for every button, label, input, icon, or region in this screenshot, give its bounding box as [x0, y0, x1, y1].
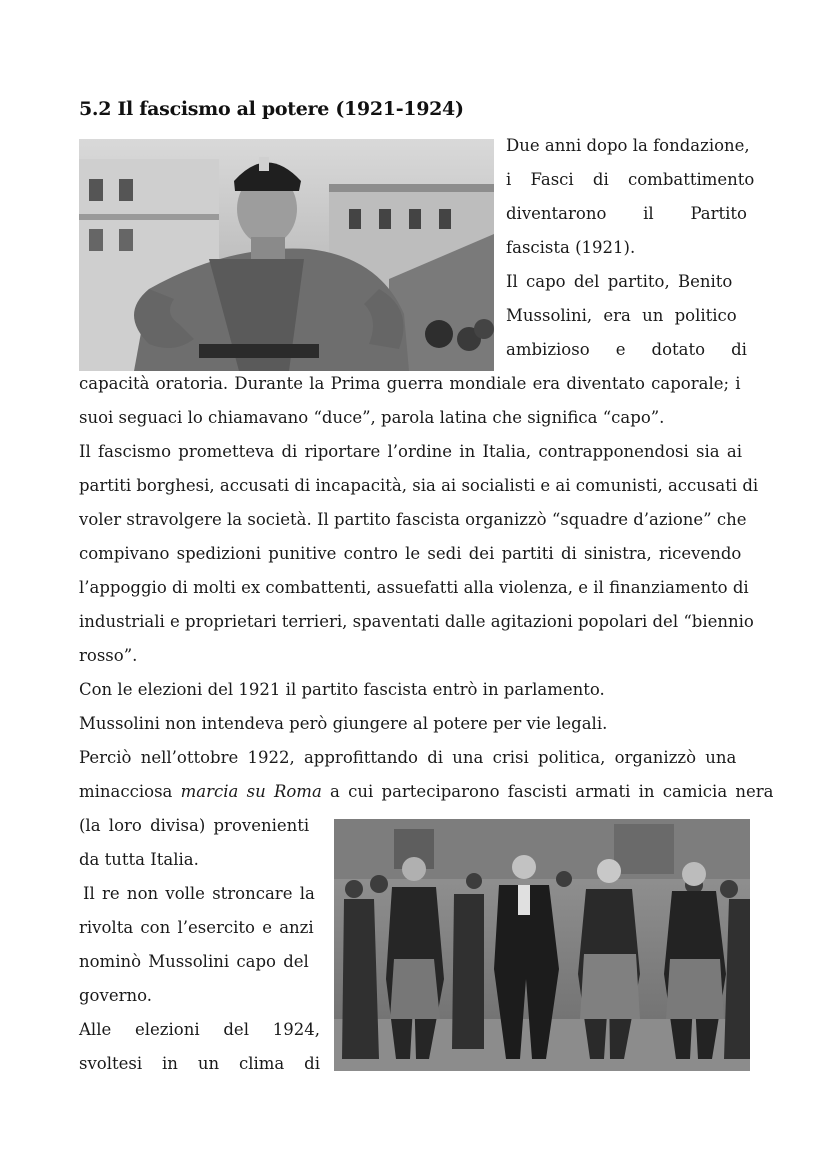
text-line: fascista (1921).	[506, 238, 636, 257]
word: 1924,	[272, 1020, 320, 1039]
word: diventarono	[506, 204, 607, 223]
text-line: compivano spedizioni punitive contro le sedi dei partiti di sinistra, ricevendo	[79, 544, 742, 563]
word: del	[223, 1020, 249, 1039]
text-line: Il re non volle stroncare la	[83, 884, 315, 903]
word: dotato	[651, 340, 706, 359]
text-line	[79, 1019, 320, 1041]
text-line	[79, 1053, 320, 1075]
text-line: Due anni dopo la fondazione,	[506, 136, 750, 155]
text-line: Il fascismo prometteva di riportare l’ordine in Italia, contrapponendosi sia ai	[79, 442, 742, 461]
text-line: suoi seguaci lo chiamavano “duce”, parola latina che significa “capo”.	[79, 408, 665, 427]
text-line: rosso”.	[79, 646, 138, 665]
photo-march-on-rome	[334, 819, 750, 1071]
word: e	[615, 340, 626, 359]
photo-mussolini	[79, 139, 494, 371]
text-line: Con le elezioni del 1921 il partito fascista entrò in parlamento.	[79, 680, 605, 699]
word: il	[643, 204, 654, 223]
word: un	[197, 1054, 220, 1073]
word: di	[304, 1054, 320, 1073]
text-line: (la loro divisa) provenienti	[79, 816, 310, 835]
text-line	[506, 203, 747, 225]
text-line	[79, 781, 774, 803]
word: Alle	[79, 1020, 112, 1039]
word: Partito	[690, 204, 747, 223]
text-line	[506, 339, 747, 361]
text-line: partiti borghesi, accusati di incapacità, sia ai socialisti e ai comunisti, accusati di	[79, 476, 759, 495]
text-line: l’appoggio di molti ex combattenti, assuefatti alla violenza, e il finanziamento di	[79, 578, 749, 597]
text-line: Il capo del partito, Benito	[506, 272, 733, 291]
text-line: industriali e proprietari terrieri, spaventati dalle agitazioni popolari del “biennio	[79, 612, 754, 631]
word: di	[731, 340, 747, 359]
text-line: capacità oratoria. Durante la Prima guerra mondiale era diventato caporale; i	[79, 374, 741, 393]
text-line: i Fasci di combattimento	[506, 170, 755, 189]
word: ambizioso	[506, 340, 590, 359]
word: minacciosa	[79, 782, 173, 801]
text-line: voler stravolgere la società. Il partito fascista organizzò “squadre d’azione” che	[79, 510, 747, 529]
text-line: Perciò nell’ottobre 1922, approfittando di una crisi politica, organizzò una	[79, 748, 737, 767]
text-line: Mussolini, era un politico	[506, 306, 737, 325]
word: svoltesi	[79, 1054, 143, 1073]
text-line: governo.	[79, 986, 152, 1005]
word: in	[162, 1054, 178, 1073]
text-line: da tutta Italia.	[79, 850, 199, 869]
italic-phrase: marcia su Roma	[180, 782, 322, 801]
section-heading: 5.2 Il fascismo al potere (1921-1924)	[79, 98, 464, 120]
word: a cui parteciparono fascisti armati in camicia nera	[330, 782, 774, 801]
text-line: Mussolini non intendeva però giungere al potere per vie legali.	[79, 714, 608, 733]
text-line: rivolta con l’esercito e anzi	[79, 918, 314, 937]
text-line: nominò Mussolini capo del	[79, 952, 309, 971]
word: elezioni	[135, 1020, 200, 1039]
word: clima	[238, 1054, 285, 1073]
